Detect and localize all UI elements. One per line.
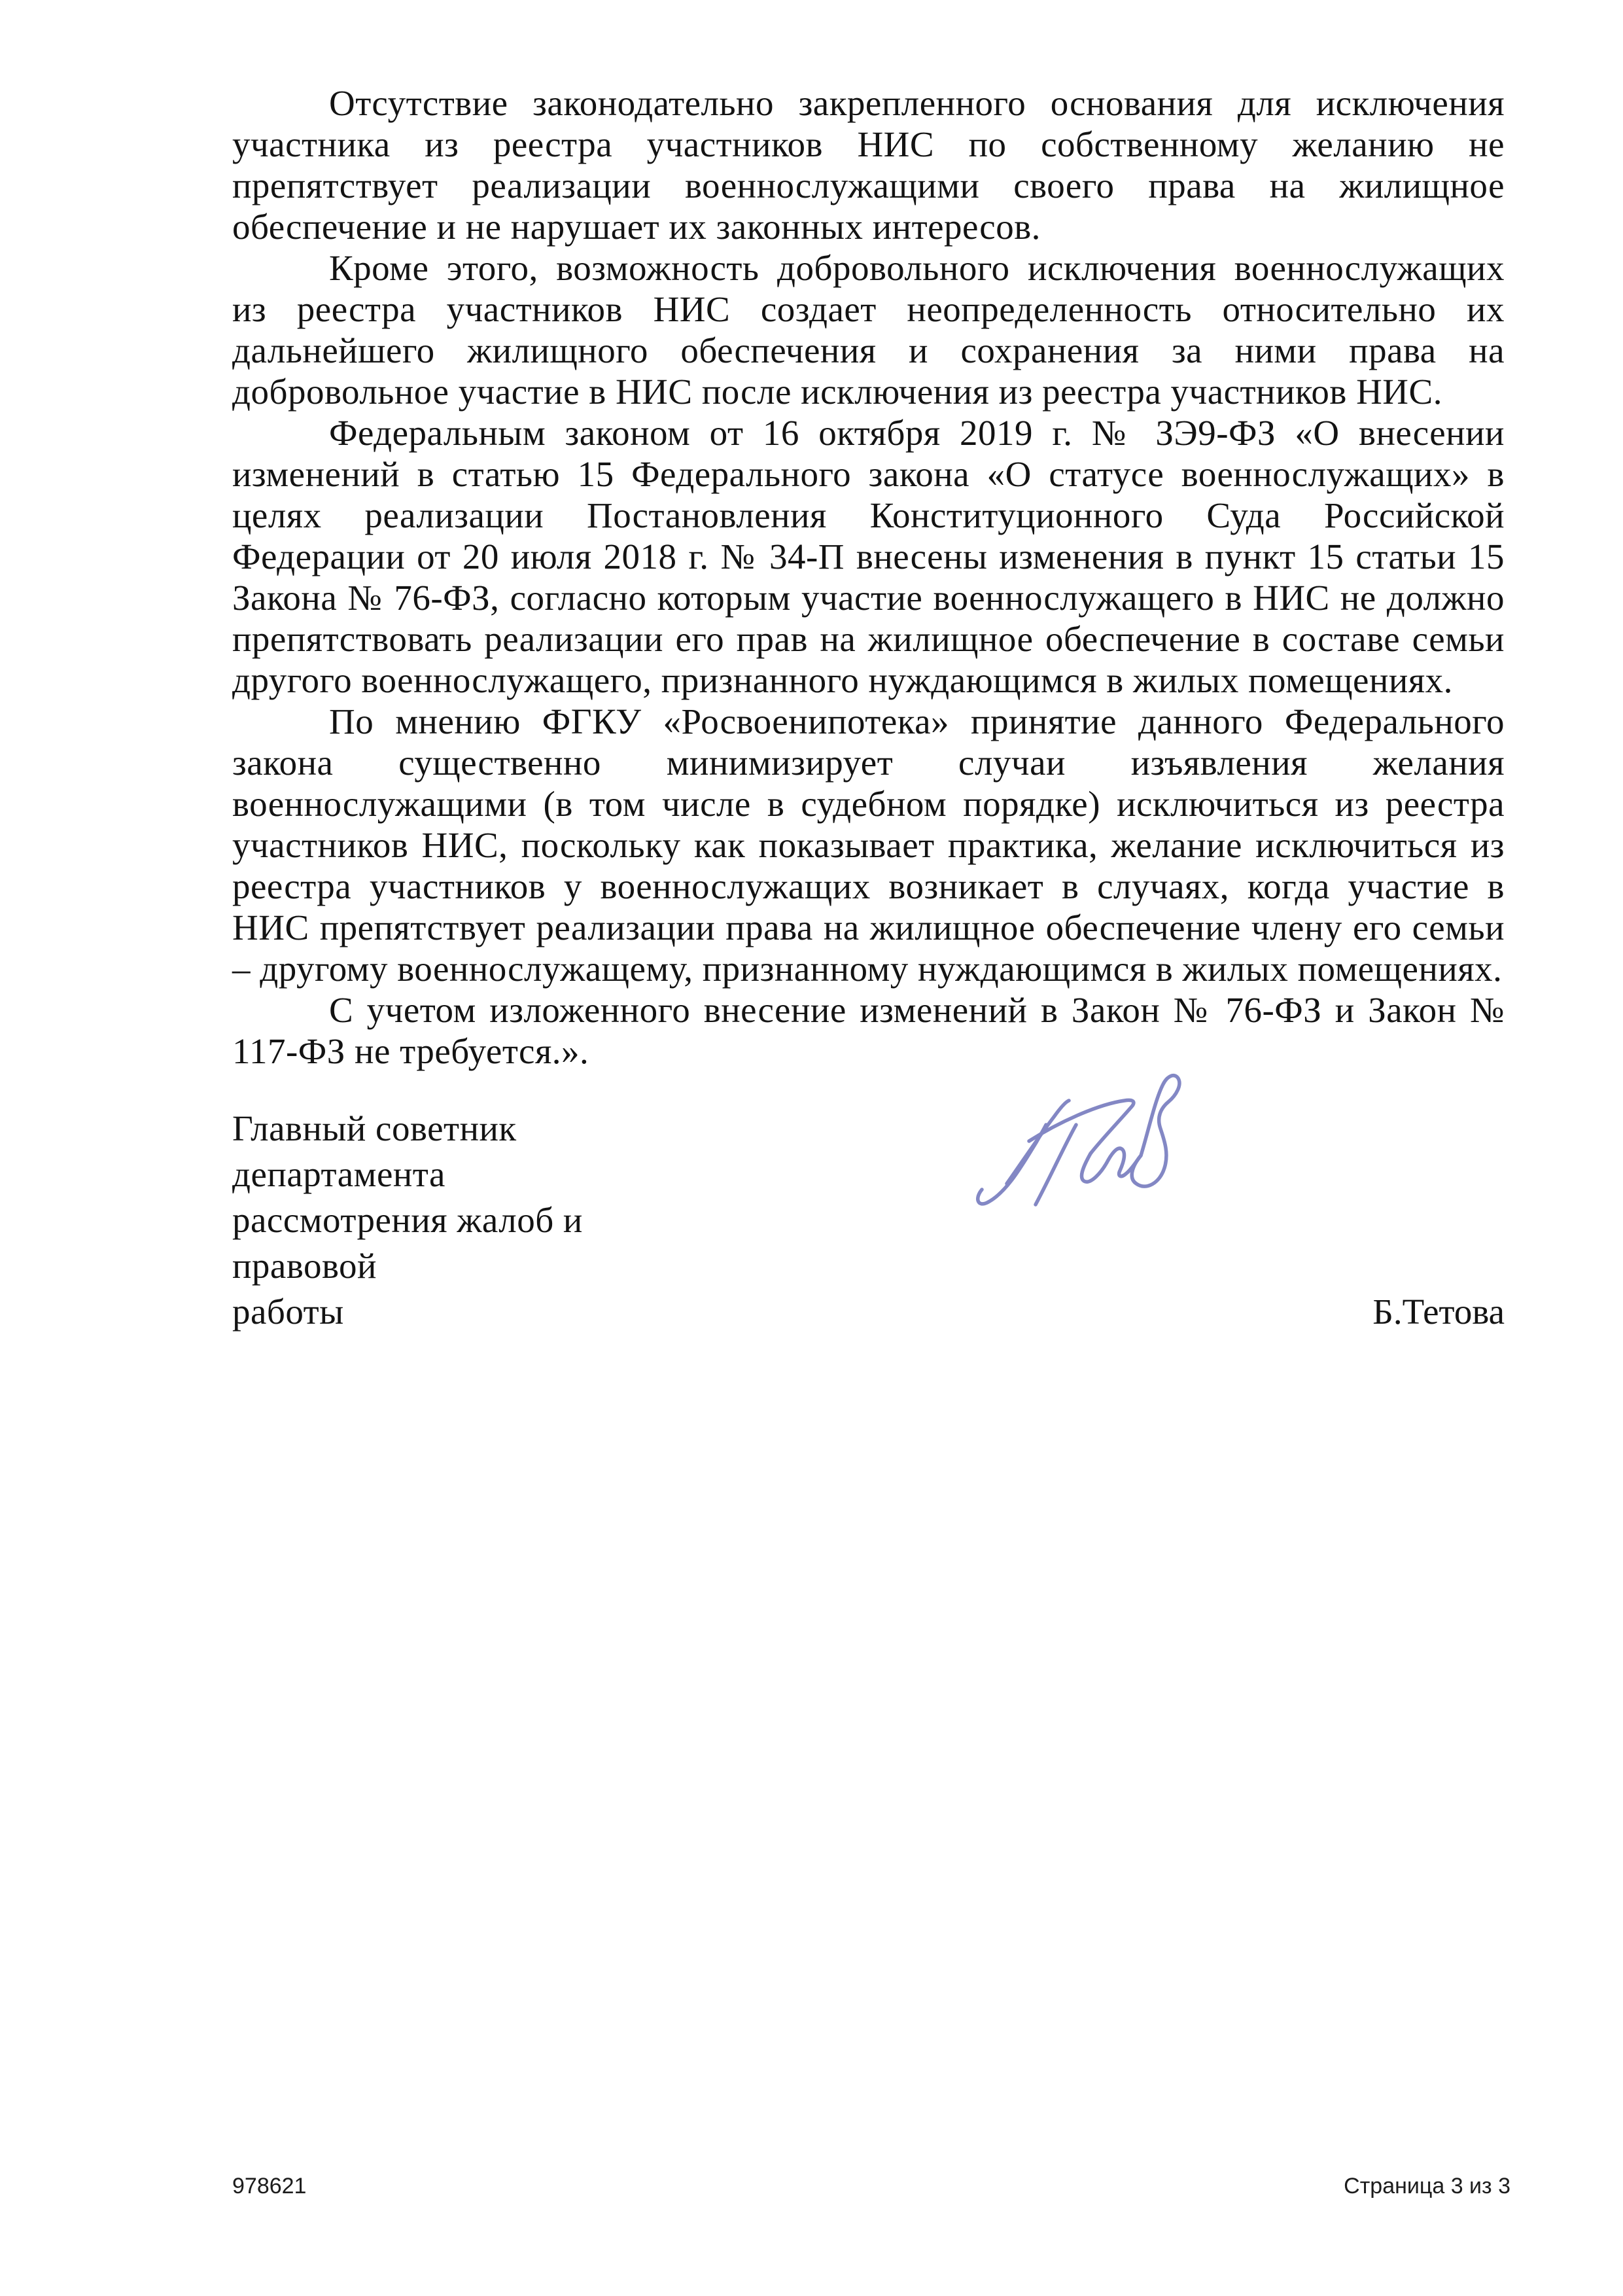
paragraph: По мнению ФГКУ «Росвоенипотека» принятие данного Федерального закона существенно минимизирует случаи изъявления желания военнослужащими (в том числе в судебном порядке) исключиться из реестра участников НИС, поскольку как показывает практика, желание исключиться из реестра участников у военнослужащих возникает в случаях, когда участие в НИС препятствует реализации права на жилищное обеспечение члену его семьи – другому военнослужащему, признанному нуждающимся в жилых помещениях. — [232, 701, 1505, 989]
paragraph: Отсутствие законодательно закрепленного основания для исключения участника из реестра участников НИС по собственному желанию не препятствует реализации военнослужащими своего права на жилищное обеспечение и не нарушает их законных интересов. — [232, 83, 1505, 247]
handwritten-signature-icon — [971, 1055, 1197, 1235]
signer-role — [232, 1106, 729, 1335]
paragraph: Федеральным законом от 16 октября 2019 г. № ЗЭ9-ФЗ «О внесении изменений в статью 15 Федерального закона «О статусе военнослужащих» в целях реализации Постановления Конституционного Суда Российской Федерации от 20 июля 2018 г. № 34-П внесены изменения в пункт 15 статьи 15 Закона № 76-ФЗ, согласно которым участие военнослужащего в НИС не должно препятствовать реализации его прав на жилищное обеспечение в составе семьи другого военнослужащего, признанного нуждающимся в жилых помещениях. — [232, 413, 1505, 700]
footer-document-number: 978621 — [232, 2174, 307, 2199]
signer-role-line: рассмотрения жалоб и правовой — [232, 1200, 583, 1286]
paragraph: Кроме этого, возможность добровольного исключения военнослужащих из реестра участников НИС создает неопределенность относительно их дальнейшего жилищного обеспечения и сохранения за ними права на добровольное участие в НИС после исключения из реестра участников НИС. — [232, 248, 1505, 412]
paragraph: С учетом изложенного внесение изменений в Закон № 76-ФЗ и Закон № 117-ФЗ не требуется.». — [232, 990, 1505, 1071]
page-footer — [232, 2174, 1510, 2199]
signature-block — [232, 1106, 1505, 1335]
signer-role-line: работы — [232, 1292, 344, 1332]
signer-role-line: Главный советник департамента — [232, 1108, 517, 1194]
signer-name: Б.Тетова — [1372, 1292, 1505, 1332]
letter-body — [232, 82, 1505, 1335]
footer-page-indicator: Страница 3 из 3 — [1344, 2174, 1510, 2199]
